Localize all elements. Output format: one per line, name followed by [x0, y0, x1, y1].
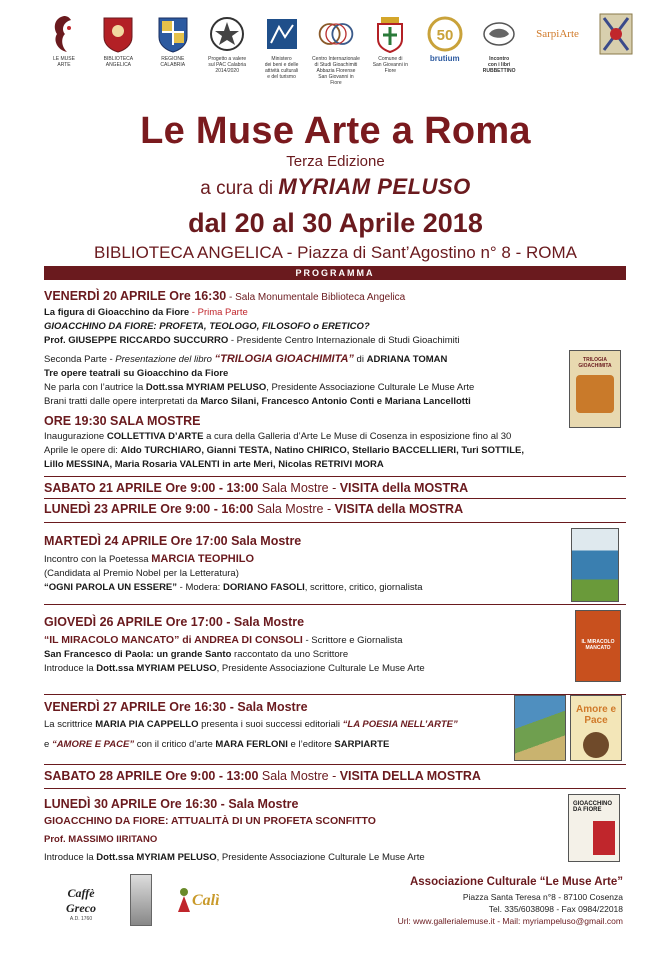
- divider: [44, 764, 626, 765]
- le-muse-arte-logo: LE MUSE ARTE: [40, 14, 88, 68]
- mibact-logo: Ministero dei beni e delle attività culturali e del turismo: [258, 14, 306, 80]
- event-lunedi-30: LUNEDÌ 30 APRILE Ore 16:30 - Sala Mostre GIOACCHINO DA FIORE: ATTUALITÀ DI UN PROFETA SCONFITTO Prof. MASSIMO IIRITANO Introduce la Dott.ssa MYRIAM PELUSO, Presidente Associazione Culturale Le Muse Arte: [44, 797, 425, 863]
- divider: [44, 604, 626, 605]
- curator-line: a cura di MYRIAM PELUSO: [200, 174, 471, 199]
- rubbettino-mark-icon: [479, 14, 519, 54]
- divider: [44, 498, 626, 499]
- programma-bar: PROGRAMMA: [44, 266, 626, 280]
- decorative-emblem-icon: [596, 14, 636, 54]
- comune-san-giovanni-logo: Comune di San Giovanni in Fiore: [366, 14, 414, 74]
- event-lunedi-23: LUNEDÌ 23 APRILE Ore 9:00 - 16:00 Sala Mostre - VISITA della MOSTRA: [44, 502, 464, 516]
- event-sabato-28: SABATO 28 APRILE Ore 9:00 - 13:00 Sala Mostre - VISITA DELLA MOSTRA: [44, 769, 481, 783]
- rubbettino-logo: Incontro con i libri RUBBETTINO: [475, 14, 523, 74]
- event-sabato-21: SABATO 21 APRILE Ore 9:00 - 13:00 Sala Mostre - VISITA della MOSTRA: [44, 481, 469, 495]
- edition-label: Terza Edizione: [286, 153, 385, 170]
- biblioteca-angelica-logo: BIBLIOTECA ANGELICA: [94, 14, 142, 68]
- regione-calabria-logo: REGIONE CALABRIA: [149, 14, 197, 68]
- municipal-crest-icon: [370, 14, 410, 54]
- pac-calabria-logo: Progetto a valere sul PAC Calabria 2014/2020: [203, 14, 251, 74]
- book-cover-amore-e-pace: Amore e Pace: [570, 695, 622, 761]
- gioachimita-emblem-logo: [592, 14, 640, 54]
- book-cover-miracolo: IL MIRACOLO MANCATO: [575, 610, 621, 682]
- muse-profile-icon: [44, 14, 84, 54]
- fifty-anniversary-icon: [425, 14, 465, 54]
- interlaced-circles-icon: [316, 14, 356, 54]
- divider: [44, 788, 626, 789]
- mibact-mark-icon: [262, 14, 302, 54]
- centro-gioachimiti-logo: Centro Internazionale di Studi Gioachimiti Abbazia Florense San Giovanni in Fiore: [312, 14, 360, 86]
- divider: [44, 476, 626, 477]
- sarpiarte-logo: SarpiArte: [536, 28, 579, 40]
- event-venerdi-27: VENERDÌ 27 APRILE Ore 16:30 - Sala Mostre La scrittrice MARIA PIA CAPPELLO presenta i suoi successi editoriali “LA POESIA NELL’ARTE” e “AMORE E PACE” con il critico d’arte MARA FERLONI e l’editore SARPIARTE: [44, 700, 458, 750]
- event-giovedi-26: GIOVEDÌ 26 APRILE Ore 17:00 - Sala Mostre “IL MIRACOLO MANCATO” di ANDREA DI CONSOLI - Scrittore e Giornalista San Francesco di Paola: un grande Santo raccontato da uno Scrittore Introduce la Dott.ssa MYRIAM PELUSO, Presidente Associazione Culturale Le Muse Arte: [44, 615, 425, 674]
- calabria-shield-icon: [153, 14, 193, 54]
- angelica-crest-icon: [98, 14, 138, 54]
- event-martedi-24: MARTEDÌ 24 APRILE Ore 17:00 Sala Mostre Incontro con la Poetessa MARCIA TEOPHILO (Candidata al Premio Nobel per la Letteratura) “OGNI PAROLA UN ESSERE” - Modera: DORIANO FASOLI, scrittore, critico, giornalista: [44, 534, 423, 593]
- book-cover-gioacchino: GIOACCHINO DA FIORE: [568, 794, 620, 862]
- cali-figure-icon: [174, 886, 194, 912]
- book-cover-teophilo: [571, 528, 619, 602]
- event-dates: dal 20 al 30 Aprile 2018: [188, 208, 483, 238]
- curator-name: MYRIAM PELUSO: [278, 174, 471, 199]
- venue-address: BIBLIOTECA ANGELICA - Piazza di Sant’Agostino n° 8 - ROMA: [94, 243, 577, 262]
- brutium-logo: 50 brutium: [421, 14, 469, 62]
- divider: [44, 522, 626, 523]
- sponsor-logos: [40, 14, 640, 96]
- event-title: Le Muse Arte a Roma: [140, 110, 531, 152]
- event-venerdi-20: VENERDÌ 20 APRILE Ore 16:30 - Sala Monumentale Biblioteca Angelica La figura di Gioacchino da Fiore - Prima Parte GIOACCHINO DA FIORE: PROFETA, TEOLOGO, FILOSOFO o ERETICO? Prof. GIUSEPPE RICCARDO SUCCURRO - Presidente Centro Internazionale di Studi Gioachimiti Seconda Parte - Presentazione del libro “TRILOGIA GIOACHIMITA” di ADRIANA TOMAN Tre opere teatrali su Gioacchino da Fiore Ne parla con l’autrice la Dott.ssa MYRIAM PELUSO, Presidente Associazione Culturale Le Muse Arte Brani tratti dalle opere interpretati da Marco Silani, Francesco Antonio Conti e Mariana Lancellotti ORE 19:30 SALA MOSTRE Inaugurazione COLLETTIVA D’ARTE a cura della Galleria d’Arte Le Muse di Cosenza in esposizione fino al 30 Aprile le opere di: Aldo TURCHIARO, Gianni TESTA, Natino CHIRICO, Stellario BACCELLIERI, Turi SOTTILE, Lillo MESSINA, Maria Rosaria VALENTI in arte Meri, Nicolas RETRIVI MORA: [44, 289, 524, 470]
- cali-logo: Calì: [174, 884, 234, 914]
- book-cover-trilogia: TRILOGIA GIOACHIMITA: [569, 350, 621, 428]
- italian-republic-emblem-icon: [207, 14, 247, 54]
- book-cover-poesia-nell-arte: [514, 695, 566, 761]
- svg-text:50: 50: [436, 27, 454, 44]
- association-contact: Associazione Culturale “Le Muse Arte” Piazza Santa Teresa n°8 - 87100 Cosenza Tel. 335/6038098 - Fax 0984/22018 Url: www.gallerialemuse.it - Mail: myriampeluso@gmail.com: [397, 876, 623, 926]
- caffe-greco-logo: Caffè Greco A.D. 1760: [66, 886, 96, 922]
- building-photo: [130, 874, 152, 926]
- web-and-mail: Url: www.gallerialemuse.it - Mail: myriampeluso@gmail.com: [397, 916, 623, 926]
